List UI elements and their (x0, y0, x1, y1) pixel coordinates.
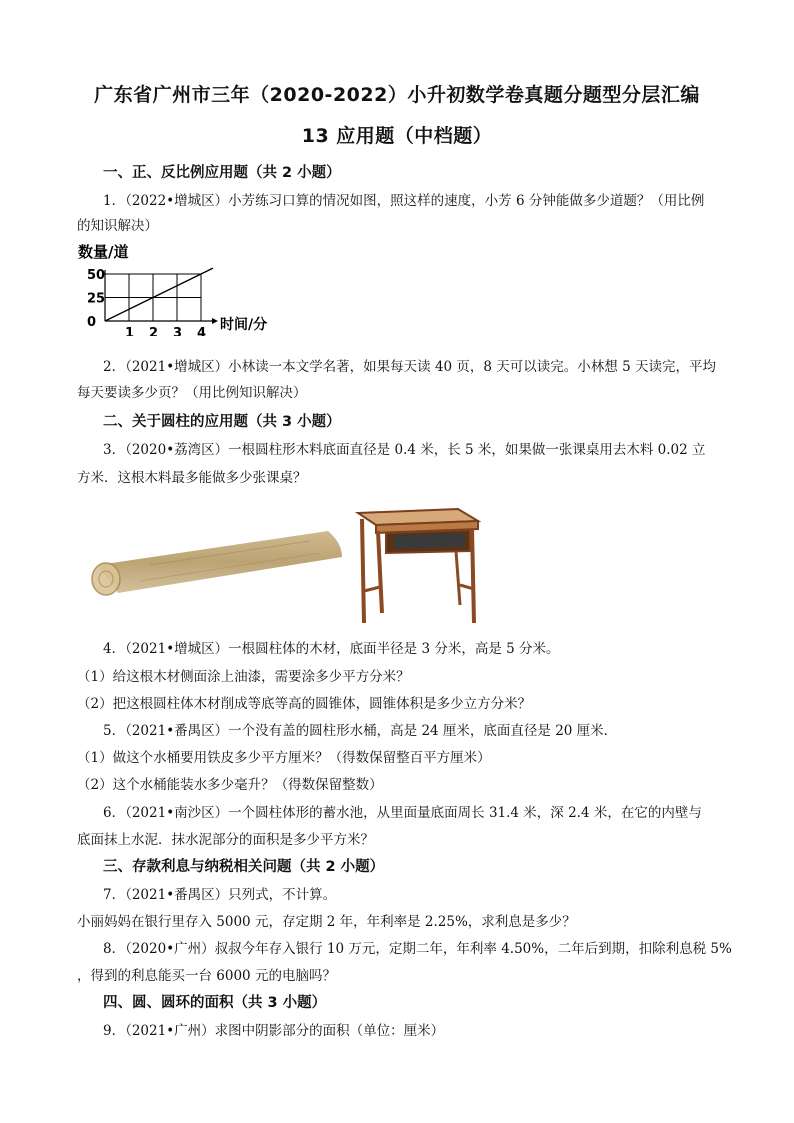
chart-x-tick-4: 4 (197, 326, 207, 336)
q1-chart-svg (75, 240, 305, 336)
desk-image (358, 509, 478, 623)
chart-x-axis-arrow (212, 318, 218, 324)
q8-line-2: ，得到的利息能买一台 6000 元的电脑吗？ (77, 968, 336, 984)
chart-x-tick-3: 3 (173, 326, 183, 336)
q8-line-1: 8．（2020•广州）叔叔今年存入银行 10 万元，定期二年，年利率 4.50%，二年后到期，扣除利息税 5% (103, 941, 732, 957)
q9-line-1: 9．（2021•广州）求图中阴影部分的面积（单位：厘米） (103, 1023, 445, 1039)
section-heading-2: 二、关于圆柱的应用题（共 3 小题） (103, 414, 341, 430)
chart-y-ticks (87, 268, 105, 330)
log-image (92, 531, 342, 595)
chart-y-tick-50: 50 (87, 268, 106, 283)
chart-x-axis-label: 时间/分 (220, 317, 268, 333)
section-heading-3: 三、存款利息与纳税相关问题（共 2 小题） (103, 859, 385, 875)
chart-y-axis-label: 数量/道 (78, 243, 129, 261)
q3-line-1: 3．（2020•荔湾区）一根圆柱形木料底面直径是 0.4 米，长 5 米，如果做一张课桌用去木料 0.02 立 (103, 442, 706, 458)
q2-line-1: 2．（2021•增城区）小林读一本文学名著，如果每天读 40 页，8 天可以读完。小林想 5 天读完，平均 (103, 359, 716, 375)
q4-sub-1: （1）给这根木材侧面涂上油漆，需要涂多少平方分米？ (77, 669, 410, 685)
chart-y-tick-0: 0 (87, 315, 97, 330)
document-title: 广东省广州市三年（2020-2022）小升初数学卷真题分题型分层汇编 (94, 84, 700, 106)
q2-line-2: 每天要读多少页？（用比例知识解决） (77, 385, 307, 401)
document-subtitle: 13 应用题（中档题） (301, 125, 493, 147)
q4-sub-2: （2）把这根圆柱体木材削成等底等高的圆锥体，圆锥体积是多少立方分米？ (77, 696, 532, 712)
section-heading-1: 一、正、反比例应用题（共 2 小题） (103, 165, 341, 181)
q7-line-2: 小丽妈妈在银行里存入 5000 元，存定期 2 年，年利率是 2.25%，求利息是多少？ (77, 914, 576, 930)
q3-line-2: 方米．这根木料最多能做多少张课桌？ (77, 470, 307, 486)
q3-illustrations (80, 495, 700, 625)
q7-line-1: 7．（2021•番禺区）只列式，不计算。 (103, 887, 337, 903)
chart-series-line (105, 268, 213, 321)
q6-line-2: 底面抹上水泥．抹水泥部分的面积是多少平方米？ (77, 832, 374, 848)
chart-x-tick-1: 1 (125, 326, 135, 336)
q1-line-1: 1．（2022•增城区）小芳练习口算的情况如图，照这样的速度，小芳 6 分钟能做多少道题？（用比例 (103, 193, 705, 209)
chart-series (105, 268, 213, 321)
chart-x-ticks (125, 326, 206, 336)
section-heading-4: 四、圆、圆环的面积（共 3 小题） (103, 995, 327, 1011)
q1-line-2: 的知识解决） (77, 218, 158, 234)
q6-line-1: 6．（2021•南沙区）一个圆柱体形的蓄水池，从里面量底面周长 31.4 米，深 2.4 米，在它的内壁与 (103, 805, 702, 821)
q5-line-1: 5．（2021•番禺区）一个没有盖的圆柱形水桶，高是 24 厘米，底面直径是 20 厘米． (103, 723, 618, 739)
chart-y-tick-25: 25 (87, 291, 106, 307)
q5-sub-1: （1）做这个水桶要用铁皮多少平方厘米？（得数保留整百平方厘米） (77, 750, 491, 766)
chart-x-tick-2: 2 (149, 326, 159, 336)
q5-sub-2: （2）这个水桶能装水多少毫升？（得数保留整数） (77, 777, 383, 793)
q4-line-1: 4．（2021•增城区）一根圆柱体的木材，底面半径是 3 分米，高是 5 分米。 (103, 641, 560, 657)
q1-chart (75, 240, 305, 336)
